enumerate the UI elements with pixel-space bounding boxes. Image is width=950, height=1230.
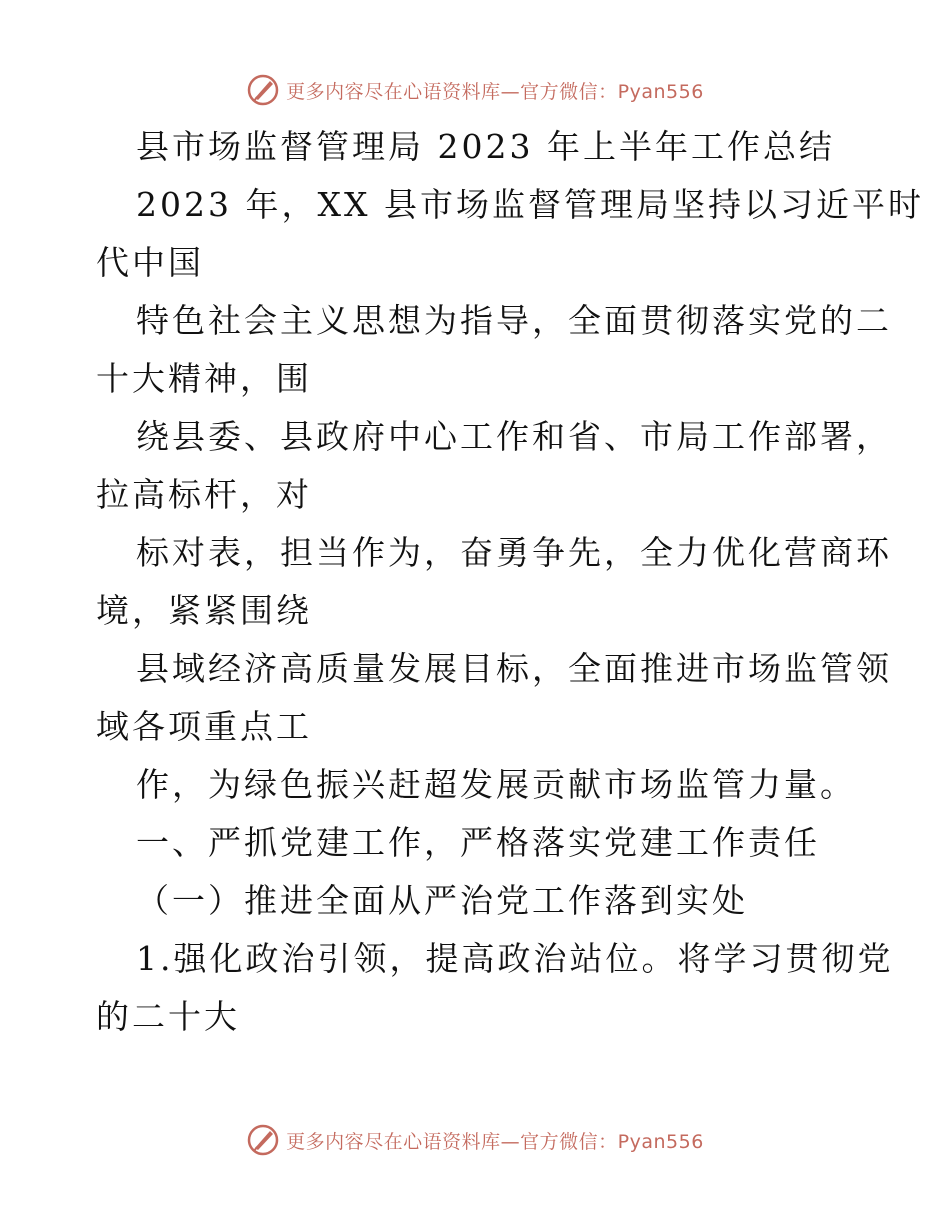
paragraph-line: 作，为绿色振兴赶超发展贡献市场监管力量。 (136, 765, 856, 804)
paragraph-line: 代中国 (96, 243, 204, 282)
paragraph-line: 拉高标杆，对 (96, 475, 312, 514)
paragraph-line: 域各项重点工 (96, 707, 312, 746)
paragraph-line: 十大精神，围 (96, 359, 312, 398)
paragraph-line: 境，紧紧围绕 (96, 591, 312, 630)
paragraph-line: 2023 年，XX 县市场监督管理局坚持以习近平时 (136, 185, 924, 224)
paragraph-line: 1.强化政治引领，提高政治站位。将学习贯彻党 (136, 939, 894, 978)
subsection-heading: （一）推进全面从严治党工作落到实处 (136, 881, 748, 920)
header-watermark-text: 更多内容尽在心语资料库—官方微信：Pyan556 (286, 80, 704, 103)
quill-pen-logo-icon (246, 73, 280, 107)
paragraph-line: 绕县委、县政府中心工作和省、市局工作部署， (136, 417, 892, 456)
paragraph-line: 特色社会主义思想为指导，全面贯彻落实党的二 (136, 301, 892, 340)
footer-watermark-text: 更多内容尽在心语资料库—官方微信：Pyan556 (286, 1130, 704, 1153)
paragraph-line: 的二十大 (96, 997, 240, 1036)
document-body (96, 118, 924, 1046)
paragraph-line: 标对表，担当作为，奋勇争先，全力优化营商环 (136, 533, 892, 572)
quill-pen-logo-icon (246, 1123, 280, 1157)
footer-watermark-banner (0, 1120, 950, 1160)
paragraph-line: 县域经济高质量发展目标，全面推进市场监管领 (136, 649, 892, 688)
document-title: 县市场监督管理局 2023 年上半年工作总结 (136, 127, 835, 166)
section-heading: 一、严抓党建工作，严格落实党建工作责任 (136, 823, 820, 862)
header-watermark-banner (0, 70, 950, 110)
